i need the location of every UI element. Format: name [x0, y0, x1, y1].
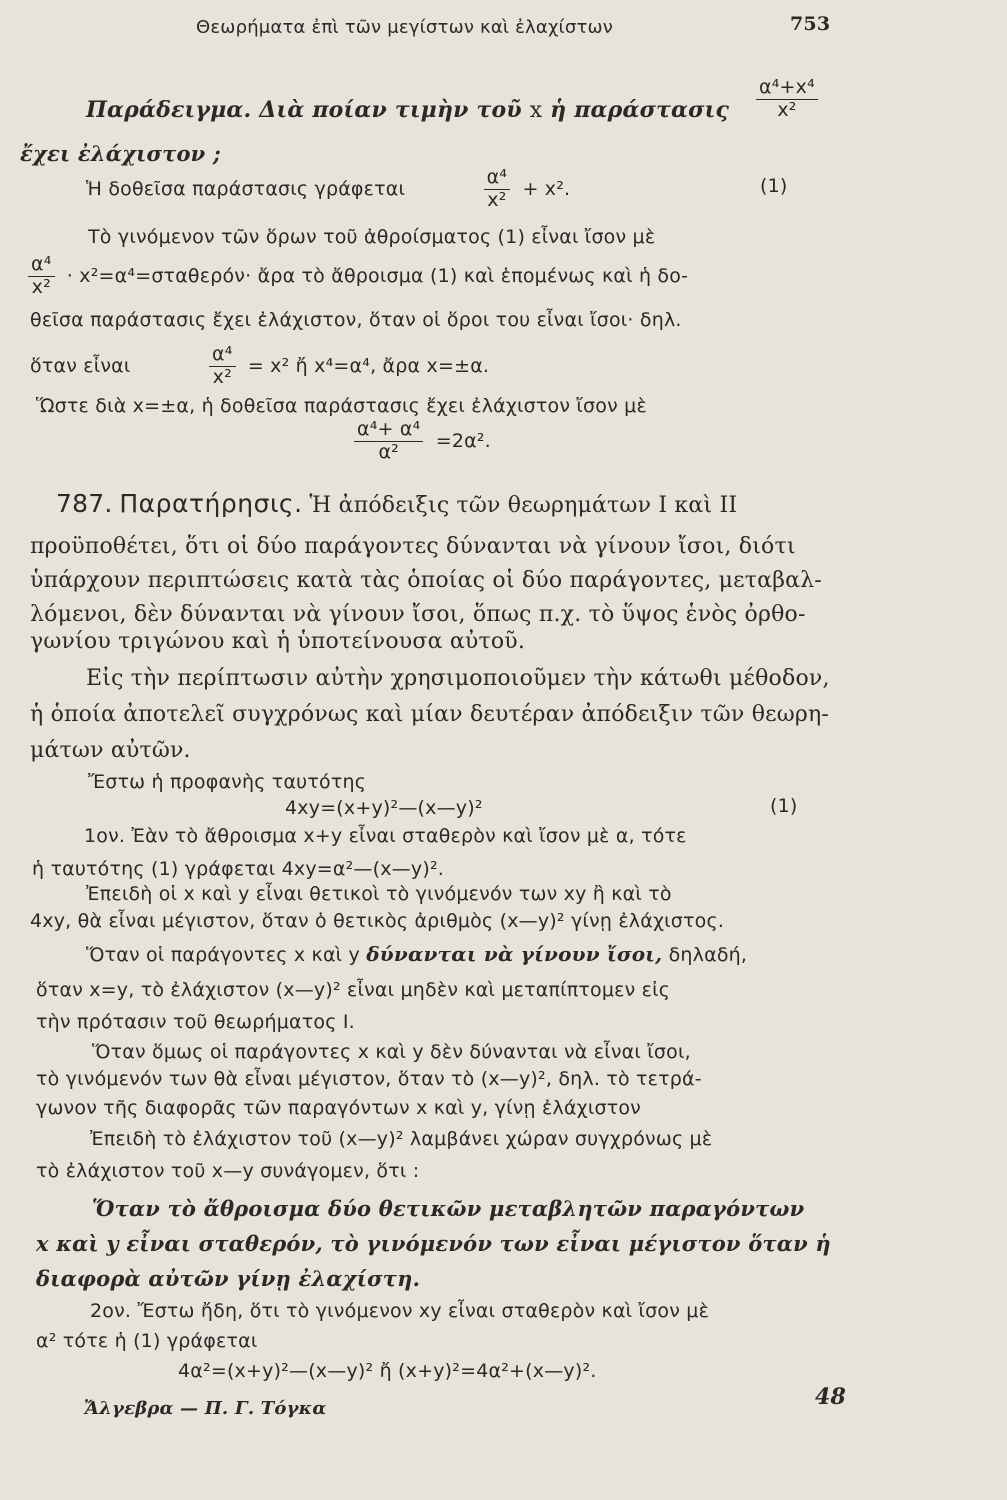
given-frac-numerator: α⁴ [484, 168, 511, 190]
result-frac-denominator: α² [378, 440, 399, 463]
section-line-7: ἡ ὁποία ἀποτελεῖ συγχρόνως καὶ μίαν δευτέραν ἀπόδειξιν τῶν θεωρη- [30, 702, 830, 727]
equation-label-1: (1) [760, 175, 788, 197]
section-line-4: λόμενοι, δὲν δύνανται νὰ γίνουν ἴσοι, ὅπως π.χ. τὸ ὕψος ἑνὸς ὀρθο- [30, 602, 806, 627]
theorem-line-1: Ὅταν τὸ ἄθροισμα δύο θετικῶν μεταβλητῶν παραγόντων [92, 1196, 805, 1221]
case1-line-5-start: Ὅταν οἱ παράγοντες x καὶ y [86, 944, 360, 966]
section-line-3: ὑπάρχουν περιπτώσεις κατὰ τὰς ὁποίας οἱ δύο παράγοντες, μεταβαλ- [30, 568, 822, 593]
case1-line-3: Ἐπειδὴ οἱ x καὶ y εἶναι θετικοὶ τὸ γινόμενόν των xy ἢ καὶ τὸ [86, 883, 672, 905]
section-title: Παρατήρησις. [119, 489, 303, 518]
example-question-lead: Παράδειγμα. Διὰ ποίαν τιμὴν τοῦ [86, 97, 522, 123]
result-line [354, 420, 491, 463]
section-787-heading-line [56, 490, 737, 520]
case1-line-5-emphasis: δύνανται νὰ γίνουν ἴσοι, [366, 942, 663, 966]
case1-line-4: 4xy, θὰ εἶναι μέγιστον, ὅταν ὁ θετικὸς ἀριθμὸς (x—y)² γίνῃ ἐλάχιστος. [30, 910, 725, 932]
constant-frac-numerator: α⁴ [28, 255, 55, 277]
given-expression-line [86, 168, 570, 211]
page-number: 753 [790, 13, 831, 35]
example-expression-numerator: α⁴+x⁴ [756, 78, 818, 100]
case1-line-7: τὴν πρότασιν τοῦ θεωρήματος I. [36, 1011, 355, 1033]
case1-line-1: 1ον. Ἐὰν τὸ ἄθροισμα x+y εἶναι σταθερὸν καὶ ἴσον μὲ α, τότε [84, 825, 687, 847]
case1-line-2: ἡ ταυτότης (1) γράφεται 4xy=α²—(x—y)². [32, 858, 444, 880]
case1-line-10: γωνον τῆς διαφορᾶς τῶν παραγόντων x καὶ y, γίνῃ ἐλάχιστον [36, 1097, 641, 1119]
case1-line-8: Ὅταν ὅμως οἱ παράγοντες x καὶ y δὲν δύνανται νὰ εἶναι ἴσοι, [92, 1041, 691, 1063]
constant-frac-denominator: x² [31, 275, 51, 298]
footer-signature: 48 [815, 1384, 847, 1410]
when-frac-denominator: x² [212, 365, 232, 388]
when-text: ὅταν εἶναι [30, 354, 131, 377]
identity-formula: 4xy=(x+y)²—(x—y)² [285, 797, 483, 819]
example-expression-denominator: x² [777, 98, 797, 121]
given-frac-denominator: x² [487, 188, 507, 211]
case1-line-6: ὅταν x=y, τὸ ἐλάχιστον (x—y)² εἶναι μηδὲν καὶ μεταπίπτομεν εἰς [36, 979, 671, 1001]
when-line [30, 345, 489, 388]
section-line-1: Ἡ ἀπόδειξις τῶν θεωρημάτων I καὶ II [309, 493, 738, 518]
when-rest: = x² ἤ x⁴=α⁴, ἄρα x=±α. [247, 354, 490, 377]
section-number: 787. [56, 489, 113, 518]
constant-line [28, 255, 688, 298]
constant-rest: · x²=α⁴=σταθερόν· ἄρα τὸ ἄθροισμα (1) καὶ ἑπομένως καὶ ἡ δο- [66, 264, 689, 287]
result-frac-numerator: α⁴+ α⁴ [354, 420, 423, 442]
case1-line-5-end: δηλαδή, [668, 944, 748, 966]
example-question [86, 96, 729, 125]
example-question-tail: ἡ παράστασις [550, 97, 730, 123]
theorem-line-2: x καὶ y εἶναι σταθερόν, τὸ γινόμενόν των εἶναι μέγιστον ὅταν ἡ [36, 1231, 831, 1256]
footer-book-title: Ἄλγεβρα — Π. Γ. Τόγκα [84, 1398, 327, 1419]
product-line: Τὸ γινόμενον τῶν ὅρων τοῦ ἀθροίσματος (1) εἶναι ἴσον μὲ [88, 226, 656, 248]
case1-line-9: τὸ γινόμενόν των θὰ εἶναι μέγιστον, ὅταν τὸ (x—y)², δηλ. τὸ τετρά- [36, 1068, 702, 1090]
section-line-2: προϋποθέτει, ὅτι οἱ δύο παράγοντες δύνανται νὰ γίνουν ἴσοι, διότι [30, 534, 796, 559]
example-question-var: x [529, 98, 543, 123]
given-text: Ἡ δοθεῖσα παράστασις γράφεται [86, 177, 406, 200]
example-expression [750, 78, 824, 121]
when-frac-numerator: α⁴ [209, 345, 236, 367]
identity-label: (1) [770, 795, 798, 817]
case1-line-11: Ἐπειδὴ τὸ ἐλάχιστον τοῦ (x—y)² λαμβάνει χώραν συγχρόνως μὲ [90, 1128, 713, 1150]
case1-line-12: τὸ ἐλάχιστον τοῦ x—y συνάγομεν, ὅτι : [36, 1160, 420, 1182]
case2-line-2: α² τότε ἡ (1) γράφεται [36, 1330, 258, 1352]
given-rest: + x². [522, 177, 571, 200]
case2-line-3: 4α²=(x+y)²—(x—y)² ἤ (x+y)²=4α²+(x—y)². [178, 1360, 597, 1382]
result-rest: =2α². [435, 429, 491, 452]
section-line-5: γωνίου τριγώνου καὶ ἡ ὑποτείνουσα αὐτοῦ. [30, 629, 526, 654]
example-question-end: ἔχει ἐλάχιστον ; [20, 141, 221, 166]
running-header-title: Θεωρήματα ἐπὶ τῶν μεγίστων καὶ ἐλαχίστων [196, 17, 614, 38]
so-line: Ὥστε διὰ x=±α, ἡ δοθεῖσα παράστασις ἔχει ἐλάχιστον ἴσον μὲ [36, 395, 647, 417]
section-line-8: μάτων αὐτῶν. [30, 738, 191, 763]
minimum-line: θεῖσα παράστασις ἔχει ἐλάχιστον, ὅταν οἱ ὅροι του εἶναι ἴσοι· δηλ. [30, 309, 682, 331]
identity-intro: Ἔστω ἡ προφανὴς ταυτότης [88, 771, 367, 793]
section-line-6: Εἰς τὴν περίπτωσιν αὐτὴν χρησιμοποιοῦμεν τὴν κάτωθι μέθοδον, [86, 666, 830, 691]
theorem-line-3: διαφορὰ αὐτῶν γίνῃ ἐλαχίστη. [36, 1266, 421, 1291]
case2-line-1: 2ον. Ἔστω ἤδη, ὅτι τὸ γινόμενον xy εἶναι σταθερὸν καὶ ἴσον μὲ [90, 1300, 710, 1322]
case1-line-5 [86, 940, 747, 969]
